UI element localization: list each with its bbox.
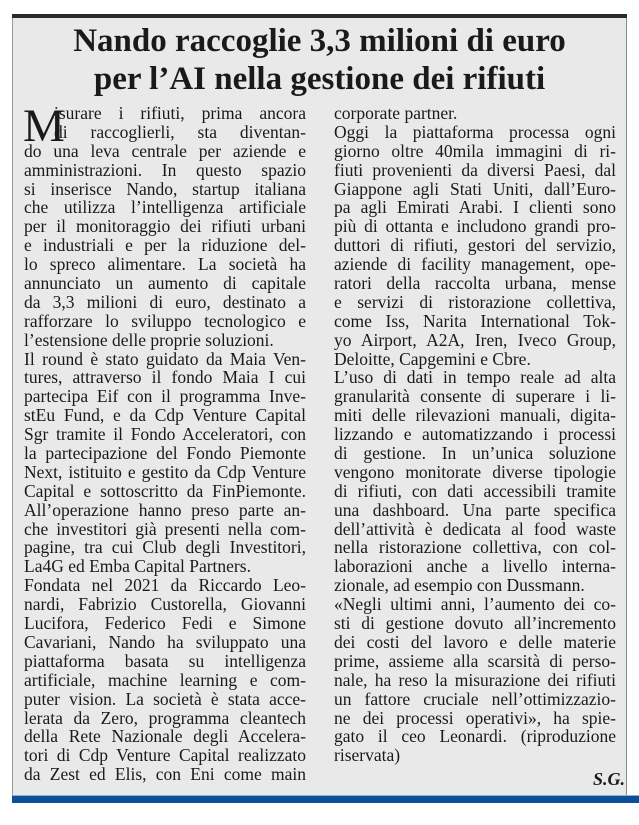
text-line: rafforzare lo sviluppo tecnologico e: [24, 310, 306, 331]
text-line: nale, ha reso la misurazione dei rifiuti: [334, 669, 616, 690]
text-line: lerata da Zero, programma cleantech: [24, 707, 306, 728]
text-line: Cavariani, Nando ha sviluppato una: [24, 631, 306, 652]
text-line: duttori di rifiuti, gestori del servizio,: [334, 235, 616, 256]
text-line: annunciato un aumento di capitale: [24, 273, 306, 294]
drop-cap: M: [23, 100, 65, 152]
column-right: [334, 104, 616, 765]
text-line: della Rete Nazionale degli Accelera-: [24, 726, 306, 747]
title-line: Nando raccoglie 3,3 milioni di euro: [73, 23, 566, 59]
text-line: e industriali e per la riduzione del-: [24, 235, 306, 256]
text-line: artificiale, machine learning e com-: [24, 669, 306, 690]
text-line: nardi, Fabrizio Custorella, Giovanni: [24, 594, 306, 615]
text-line: una dashboard. Una parte specifica: [334, 499, 616, 520]
author-signature: S.G.: [592, 769, 625, 789]
text-line: amministrazioni. In questo spazio: [24, 159, 306, 180]
text-line: Sgr tramite il Fondo Acceleratori, con: [24, 424, 306, 445]
text-line: pagine, tra cui Club degli Investitori,: [24, 537, 306, 558]
title-line: per l’AI nella gestione dei rifiuti: [93, 61, 546, 97]
text-line: corporate partner.: [334, 103, 458, 123]
text-line: piattaforma basata su intelligenza: [24, 650, 306, 671]
text-line: Capital e sottoscritto da FinPiemonte.: [24, 480, 306, 501]
text-line: di gestione. In un’unica soluzione: [334, 443, 616, 464]
article-title: [12, 22, 627, 98]
text-line: da 3,3 milioni di euro, destinato a: [24, 291, 306, 312]
text-line: dei costi del lavoro e delle materie: [334, 631, 616, 652]
text-line: Deloitte, Capgemini e Cbre.: [334, 348, 531, 369]
text-line: di rifiuti, con dati accessibili tramite: [334, 480, 616, 501]
text-line: Oggi la piattaforma processa ogni: [334, 121, 616, 142]
text-line: do una leva centrale per aziende e: [24, 140, 306, 161]
text-line: riservata): [334, 745, 401, 766]
text-line: dell’attività è dedicata al food waste: [334, 518, 616, 539]
text-line: un fattore cruciale nell’ottimizzazio-: [334, 688, 616, 709]
text-line: sti di gestione dovuto all’incremento: [334, 613, 616, 634]
text-line: lo spreco alimentare. La società ha: [24, 254, 306, 275]
text-line: zionale, ad esempio con Dussmann.: [334, 575, 585, 596]
text-line: yo Airport, A2A, Iren, Iveco Group,: [334, 329, 616, 350]
text-line: da Zest ed Elis, con Eni come main: [24, 764, 306, 785]
text-line: di raccoglierli, sta diventan-: [54, 121, 306, 142]
text-line: Il round è stato guidato da Maia Ven-: [24, 348, 306, 369]
text-line: puter vision. La società è stata acce-: [24, 688, 306, 709]
text-line: l’estensione delle proprie soluzioni.: [24, 329, 274, 350]
text-line: lizzando e automatizzando i processi: [334, 424, 616, 445]
text-line: giorno oltre 40mila immagini di ri-: [334, 140, 616, 161]
text-line: granularità consente di superare i li-: [334, 386, 616, 407]
text-line: laborazioni anche a livello interna-: [334, 556, 616, 577]
text-line: ratori della raccolta urbana, mense: [334, 273, 616, 294]
text-line: vengono monitorate diverse tipologie: [334, 461, 616, 482]
text-line: come Iss, Narita International Tok-: [334, 310, 616, 331]
text-line: partecipa Eif con il programma Inve-: [24, 386, 306, 407]
top-rule: [12, 14, 627, 18]
text-line: Fondata nel 2021 da Riccardo Leo-: [24, 575, 306, 596]
text-line: più di ottanta e includono grandi pro-: [334, 216, 616, 237]
text-line: All’operazione hanno preso parte an-: [24, 499, 306, 520]
text-line: «Negli ultimi anni, l’aumento dei co-: [334, 594, 616, 615]
text-line: Lucifora, Federico Fedi e Simone: [24, 613, 306, 634]
text-line: gato il ceo Leonardi. (riproduzione: [334, 726, 616, 747]
text-line: tori di Cdp Venture Capital realizzato: [24, 745, 306, 766]
text-line: tures, attraverso il fondo Maia I cui: [24, 367, 306, 388]
text-line: e servizi di ristorazione collettiva,: [334, 291, 616, 312]
text-line: la partecipazione del Fondo Piemonte: [24, 443, 306, 464]
column-left: [23, 100, 306, 785]
text-line: che utilizza l’intelligenza artificiale: [24, 197, 306, 218]
text-line: La4G ed Emba Capital Partners.: [24, 556, 251, 577]
text-line: Next, istituito e gestito da Cdp Venture: [24, 461, 306, 482]
text-line: che investitori già presenti nella com-: [24, 518, 306, 539]
text-line: L’uso di dati in tempo reale ad alta: [334, 367, 616, 388]
text-line: si inserisce Nando, startup italiana: [24, 178, 306, 199]
text-line: fiuti provenienti da diversi Paesi, dal: [334, 159, 616, 180]
bottom-bar: [12, 795, 639, 803]
text-line: stEu Fund, e da Cdp Venture Capital: [24, 405, 306, 426]
text-line: aziende di facility management, ope-: [334, 254, 616, 275]
text-line: miti delle rilevazioni manuali, digita-: [334, 405, 616, 426]
text-line: prime, assieme alla scarsità di perso-: [334, 650, 616, 671]
text-line: isurare i rifiuti, prima ancora: [54, 103, 306, 123]
text-line: per il monitoraggio dei rifiuti urbani: [24, 216, 306, 237]
text-line: Giappone agli Stati Uniti, dall’Euro-: [334, 178, 616, 199]
text-line: ne dei processi operativi», ha spie-: [334, 707, 616, 728]
text-line: pa agli Emirati Arabi. I clienti sono: [334, 197, 616, 218]
text-line: nella ristorazione collettiva, con col-: [334, 537, 616, 558]
